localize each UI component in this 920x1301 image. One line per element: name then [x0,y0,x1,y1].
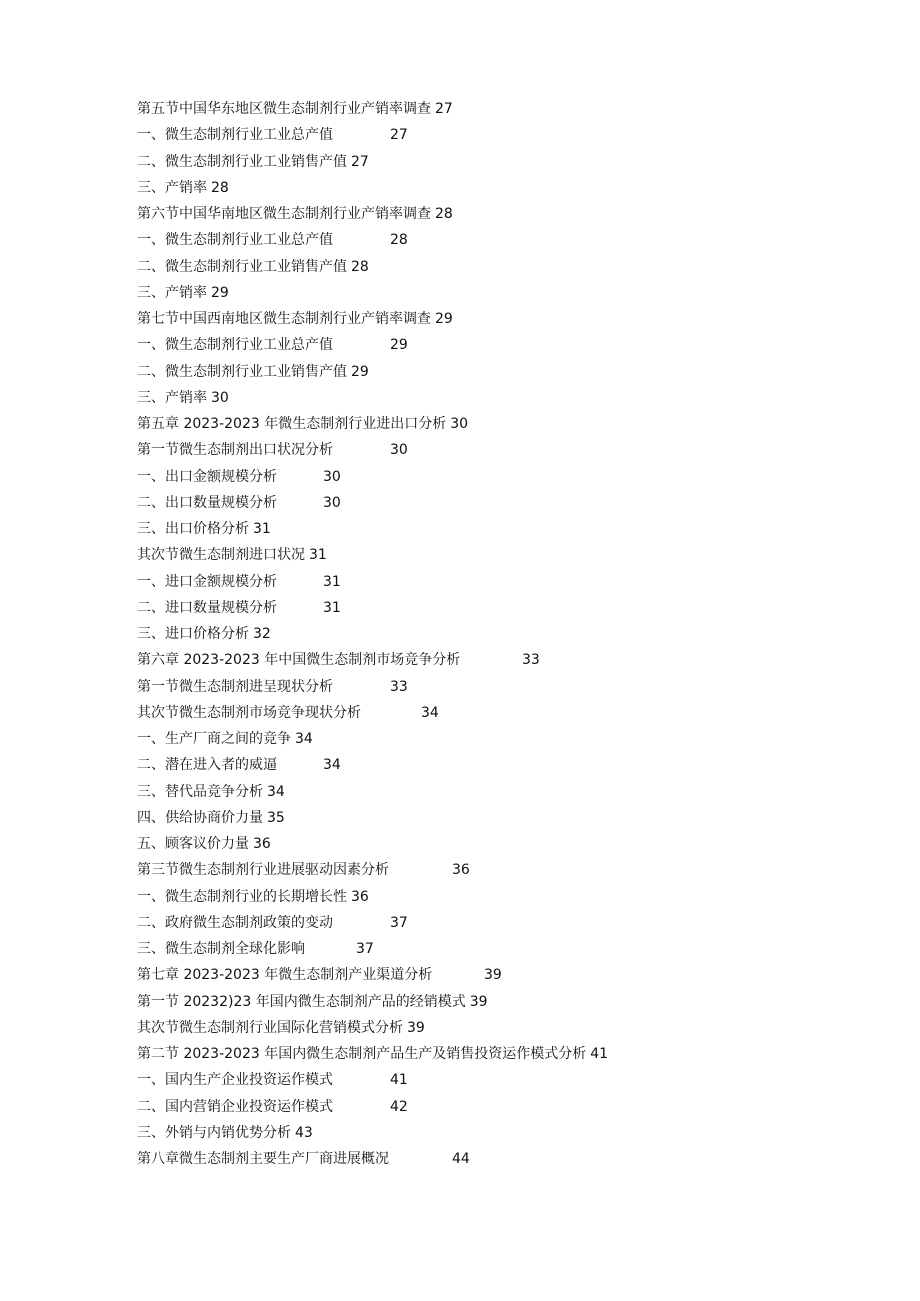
toc-entry[interactable] [137,805,285,831]
toc-entry[interactable] [137,752,341,778]
toc-entry-title: 一、国内生产企业投资运作模式 [137,1072,333,1089]
toc-entry-page: 31 [253,521,271,537]
toc-entry[interactable] [137,779,285,805]
toc-entry-page: 41 [590,1046,609,1062]
toc-entry-title: 其次节微生态制剂进口状况 [137,547,305,564]
toc-entry[interactable] [137,962,502,988]
toc-entry[interactable] [137,936,374,962]
toc-entry[interactable] [137,1120,313,1146]
toc-entry[interactable] [137,385,229,411]
toc-entry[interactable] [137,411,468,437]
toc-entry-page: 34 [267,783,285,800]
toc-entry-title: 一、进口金额规模分析 [137,573,277,590]
toc-entry[interactable] [137,857,470,883]
toc-entry-title: 第一节 20232)23 年国内微生态制剂产品的经销模式 [137,993,466,1010]
toc-entry-page: 35 [267,809,285,826]
toc-entry-page: 29 [211,284,229,301]
toc-entry[interactable] [137,280,229,306]
toc-entry-title: 五、顾客议价力量 [137,836,249,852]
toc-entry-page: 31 [323,599,341,616]
toc-entry-title: 三、产销率 [137,284,207,301]
toc-entry-page: 27 [390,127,408,144]
toc-entry-page: 37 [390,914,408,931]
toc-entry-page: 39 [407,1019,425,1036]
toc-entry[interactable] [137,989,488,1015]
toc-entry-title: 一、微生态制剂行业工业总产值 [137,232,333,249]
toc-entry-title: 二、微生态制剂行业工业销售产值 [137,258,347,275]
toc-entry-page: 28 [211,179,229,196]
toc-entry-title: 第六节中国华南地区微生态制剂行业产销率调查 [137,206,431,222]
toc-entry-title: 二、出口数量规模分析 [137,494,277,511]
toc-entry[interactable] [137,332,408,358]
toc-entry-page: 33 [390,678,408,695]
toc-entry-title: 四、供给协商价力量 [137,809,263,826]
toc-entry-title: 其次节微生态制剂行业国际化营销模式分析 [137,1019,403,1036]
toc-entry-page: 30 [390,442,408,459]
toc-entry-title: 三、微生态制剂全球化影响 [137,941,305,957]
toc-entry-title: 二、政府微生态制剂政策的变动 [137,914,333,931]
toc-entry-page: 30 [323,494,341,511]
toc-entry[interactable] [137,647,540,673]
toc-entry[interactable] [137,516,271,542]
toc-entry-page: 36 [253,836,271,852]
toc-entry[interactable] [137,1094,408,1120]
toc-entry-page: 44 [452,1151,470,1167]
toc-entry[interactable] [137,700,439,726]
toc-entry-page: 42 [390,1098,408,1115]
toc-entry-page: 39 [469,993,488,1010]
toc-entry[interactable] [137,621,271,647]
toc-entry-title: 第六章 2023-2023 年中国微生态制剂市场竞争分析 [137,652,461,669]
toc-entry[interactable] [137,910,408,936]
toc-entry-title: 第一节微生态制剂出口状况分析 [137,442,333,459]
toc-entry[interactable] [137,569,341,595]
toc-entry-page: 34 [421,704,439,721]
toc-entry-title: 二、微生态制剂行业工业销售产值 [137,153,347,170]
toc-entry-title: 第八章微生态制剂主要生产厂商进展概况 [137,1151,389,1167]
toc-entry[interactable] [137,359,369,385]
toc-entry[interactable] [137,595,341,621]
toc-entry-page: 32 [253,626,271,642]
toc-entry-title: 第七节中国西南地区微生态制剂行业产销率调查 [137,311,431,327]
toc-entry-page: 39 [484,967,502,984]
toc-entry[interactable] [137,542,327,568]
toc-entry-title: 二、微生态制剂行业工业销售产值 [137,363,347,380]
toc-entry-title: 第五节中国华东地区微生态制剂行业产销率调查 [137,101,431,117]
toc-entry[interactable] [137,490,341,516]
toc-entry-title: 三、出口价格分析 [137,521,249,537]
toc-entry[interactable] [137,674,408,700]
toc-entry[interactable] [137,254,369,280]
toc-entry-title: 一、微生态制剂行业的长期增长性 [137,888,347,905]
toc-entry-page: 29 [351,363,369,380]
toc-entry-page: 30 [211,389,229,406]
toc-entry-page: 30 [323,468,341,485]
toc-entry[interactable] [137,306,453,332]
toc-entry-title: 第三节微生态制剂行业进展驱动因素分析 [137,862,389,879]
toc-entry-page: 41 [390,1072,408,1089]
toc-entry-title: 三、替代品竞争分析 [137,783,263,800]
toc-entry[interactable] [137,149,369,175]
toc-entry-page: 27 [351,153,369,170]
toc-entry-page: 36 [452,862,470,879]
toc-entry-page: 28 [390,232,408,249]
toc-entry-page: 36 [351,888,369,905]
toc-entry-title: 三、外销与内销优势分析 [137,1124,291,1141]
toc-entry-page: 27 [435,101,453,117]
toc-entry-title: 二、国内营销企业投资运作模式 [137,1098,333,1115]
toc-entry[interactable] [137,96,453,122]
toc-entry-title: 其次节微生态制剂市场竞争现状分析 [137,704,361,721]
toc-entry-title: 第一节微生态制剂进呈现状分析 [137,678,333,695]
toc-entry[interactable] [137,1146,470,1172]
toc-entry-title: 二、进口数量规模分析 [137,599,277,616]
toc-entry[interactable] [137,884,369,910]
toc-entry-page: 29 [390,337,408,354]
toc-entry-page: 34 [323,757,341,774]
toc-entry-title: 第二节 2023-2023 年国内微生态制剂产品生产及销售投资运作模式分析 [137,1046,587,1062]
toc-entry-title: 三、产销率 [137,179,207,196]
toc-entry[interactable] [137,227,408,253]
toc-entry-page: 33 [522,652,540,669]
toc-entry[interactable] [137,122,408,148]
toc-entry-page: 43 [295,1124,313,1141]
toc-entry[interactable] [137,175,229,201]
toc-entry[interactable] [137,1067,408,1093]
toc-entry-page: 29 [435,311,453,327]
toc-entry-title: 二、潜在进入者的威逼 [137,757,277,774]
toc-entry-page: 30 [450,416,469,432]
toc-entry-title: 第五章 2023-2023 年微生态制剂行业进出口分析 [137,416,447,432]
toc-entry-page: 28 [351,258,369,275]
toc-entry-title: 第七章 2023-2023 年微生态制剂产业渠道分析 [137,967,433,984]
toc-entry[interactable] [137,201,453,227]
toc-entry-title: 三、产销率 [137,389,207,406]
toc-entry[interactable] [137,437,408,463]
toc-entry-page: 37 [356,941,374,957]
toc-entry[interactable] [137,464,341,490]
toc-entry-title: 一、微生态制剂行业工业总产值 [137,337,333,354]
toc-entry-title: 一、生产厂商之间的竞争 [137,731,291,747]
toc-entry[interactable] [137,1041,608,1067]
toc-entry-page: 28 [435,206,453,222]
toc-entry-page: 31 [309,547,327,564]
toc-entry[interactable] [137,726,313,752]
toc-entry-title: 一、出口金额规模分析 [137,468,277,485]
toc-entry-page: 31 [323,573,341,590]
toc-entry[interactable] [137,1015,425,1041]
toc-entry-page: 34 [295,731,313,747]
toc-entry-title: 一、微生态制剂行业工业总产值 [137,127,333,144]
toc-entry-title: 三、进口价格分析 [137,626,249,642]
toc-entry[interactable] [137,831,271,857]
